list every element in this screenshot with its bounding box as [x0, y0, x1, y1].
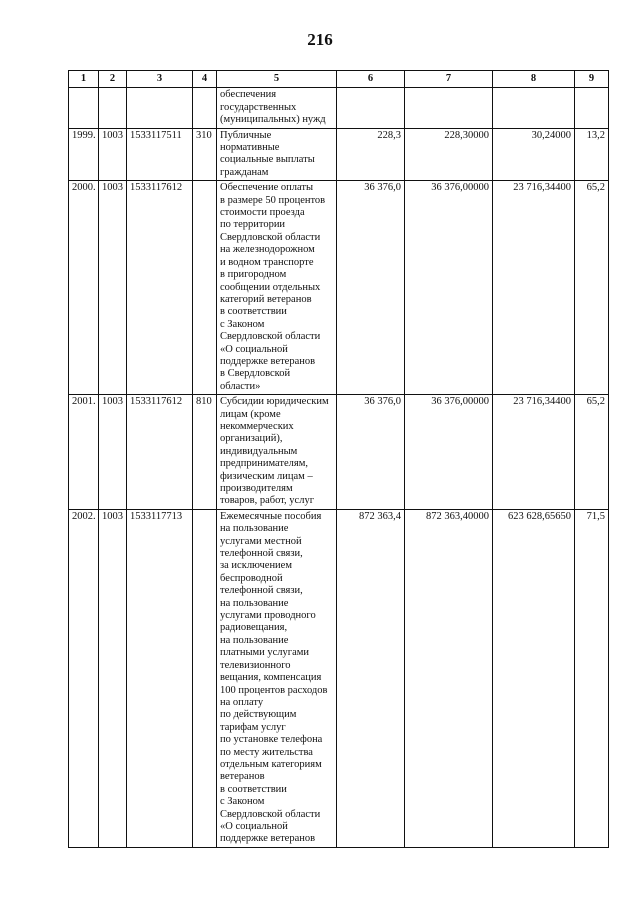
cell-execution-percent: 71,5	[575, 509, 609, 847]
item-name-line: по территории	[220, 219, 286, 231]
cell-row-number: 2001.	[69, 395, 99, 510]
item-name-line: беспроводной	[220, 572, 283, 584]
column-header: 8	[493, 71, 575, 88]
cell-plan-amount: 228,3	[337, 128, 405, 181]
cell-target-code: 1533117511	[127, 128, 193, 181]
item-name-line: отдельным категориям	[220, 758, 322, 770]
cell-row-number: 2000.	[69, 181, 99, 395]
item-name-line: некоммерческих	[220, 420, 294, 432]
column-header: 3	[127, 71, 193, 88]
cell-executed-amount: 23 716,34400	[493, 181, 575, 395]
item-name-line: и водном транспорте	[220, 256, 314, 268]
cell-item-name	[217, 88, 337, 128]
cell-row-number: 1999.	[69, 128, 99, 181]
cell-plan-amount: 36 376,0	[337, 181, 405, 395]
item-name-line: Свердловской области	[220, 231, 321, 243]
item-name-line: платными услугами	[220, 647, 310, 659]
item-name-line: телефонной связи,	[220, 548, 303, 560]
column-header: 7	[405, 71, 493, 88]
table-row	[69, 509, 609, 847]
item-name-line: лицам (кроме	[220, 408, 281, 420]
item-name-line: с Законом	[220, 796, 265, 808]
table-row	[69, 128, 609, 181]
column-header: 1	[69, 71, 99, 88]
item-name-line: с Законом	[220, 318, 265, 330]
item-name-line: на пользование	[220, 523, 289, 535]
item-name-line: Свердловской области	[220, 331, 321, 343]
cell-section-code	[99, 88, 127, 128]
item-name-line: по действующим	[220, 709, 297, 721]
item-name-line: за исключением	[220, 560, 292, 572]
table-header-row	[69, 71, 609, 88]
cell-row-number	[69, 88, 99, 128]
item-name-line: на железнодорожном	[220, 244, 315, 256]
item-name-line: нормативные	[220, 142, 280, 154]
item-name-line: Свердловской области	[220, 808, 321, 820]
cell-expense-kind: 810	[193, 395, 217, 510]
item-name-line: товаров, работ, услуг	[220, 495, 315, 507]
cell-refined-amount: 228,30000	[405, 128, 493, 181]
cell-execution-percent: 13,2	[575, 128, 609, 181]
cell-execution-percent	[575, 88, 609, 128]
item-name-line: Обеспечение оплаты	[220, 182, 313, 194]
cell-section-code: 1003	[99, 395, 127, 510]
item-name-line: в Свердловской	[220, 368, 291, 380]
item-name-line: на оплату	[220, 696, 264, 708]
cell-item-name	[217, 181, 337, 395]
cell-expense-kind	[193, 88, 217, 128]
item-name-line: Субсидии юридическим	[220, 396, 329, 408]
column-header: 6	[337, 71, 405, 88]
item-name-line: гражданам	[220, 166, 269, 178]
item-name-line: в размере 50 процентов	[220, 194, 326, 206]
cell-refined-amount: 872 363,40000	[405, 509, 493, 847]
cell-target-code: 1533117612	[127, 181, 193, 395]
item-name-line: телевизионного	[220, 659, 291, 671]
cell-item-name	[217, 395, 337, 510]
item-name-line: государственных	[220, 101, 297, 113]
cell-target-code	[127, 88, 193, 128]
table-row	[69, 395, 609, 510]
item-name-line: производителям	[220, 483, 293, 494]
item-name-line: Публичные	[220, 129, 272, 141]
budget-table	[68, 70, 609, 848]
cell-row-number: 2002.	[69, 509, 99, 847]
cell-plan-amount: 872 363,4	[337, 509, 405, 847]
item-name-line: области»	[220, 380, 261, 392]
table-row	[69, 181, 609, 395]
item-name-line: тарифам услуг	[220, 721, 286, 733]
item-name-line: обеспечения	[220, 89, 277, 101]
item-name-line: в пригородном	[220, 269, 287, 281]
cell-item-name	[217, 509, 337, 847]
item-name-line: услугами проводного	[220, 610, 316, 622]
cell-plan-amount	[337, 88, 405, 128]
cell-refined-amount: 36 376,00000	[405, 181, 493, 395]
table-body	[69, 88, 609, 847]
cell-executed-amount: 30,24000	[493, 128, 575, 181]
item-name-line: «О социальной	[220, 343, 288, 355]
item-name-line: ветеранов	[220, 771, 265, 783]
cell-execution-percent: 65,2	[575, 181, 609, 395]
cell-plan-amount: 36 376,0	[337, 395, 405, 510]
item-name-line: на пользование	[220, 597, 289, 609]
item-name-line: индивидуальным	[220, 445, 298, 457]
item-name-line: поддержке ветеранов	[220, 355, 316, 367]
cell-target-code: 1533117713	[127, 509, 193, 847]
cell-target-code: 1533117612	[127, 395, 193, 510]
cell-executed-amount: 23 716,34400	[493, 395, 575, 510]
cell-executed-amount	[493, 88, 575, 128]
item-name-line: услугами местной	[220, 535, 302, 547]
item-name-line: (муниципальных) нужд	[220, 114, 326, 126]
item-name-line: физическим лицам –	[220, 470, 313, 482]
page-number: 216	[307, 30, 333, 49]
cell-executed-amount: 623 628,65650	[493, 509, 575, 847]
item-name-line: по установке телефона	[220, 734, 323, 746]
column-header: 4	[193, 71, 217, 88]
item-name-line: поддержке ветеранов	[220, 833, 316, 845]
cell-execution-percent: 65,2	[575, 395, 609, 510]
item-name-line: 100 процентов расходов	[220, 684, 328, 696]
item-name-line: в соответствии	[220, 783, 287, 795]
item-name-line: на пользование	[220, 634, 289, 646]
item-name-line: телефонной связи,	[220, 585, 303, 597]
column-header: 2	[99, 71, 127, 88]
item-name-line: социальные выплаты	[220, 154, 315, 166]
item-name-line: стоимости проезда	[220, 207, 305, 219]
cell-section-code: 1003	[99, 181, 127, 395]
cell-section-code: 1003	[99, 509, 127, 847]
item-name-line: вещания, компенсация	[220, 672, 322, 684]
item-name-line: Ежемесячные пособия	[220, 510, 322, 522]
cell-refined-amount	[405, 88, 493, 128]
item-name-line: организаций),	[220, 433, 283, 445]
table-row	[69, 88, 609, 128]
cell-expense-kind	[193, 181, 217, 395]
item-name-line: по месту жительства	[220, 746, 313, 758]
item-name-line: категорий ветеранов	[220, 293, 312, 305]
cell-expense-kind	[193, 509, 217, 847]
column-header: 9	[575, 71, 609, 88]
column-header: 5	[217, 71, 337, 88]
item-name-line: сообщении отдельных	[220, 281, 321, 293]
cell-section-code: 1003	[99, 128, 127, 181]
item-name-line: предпринимателям,	[220, 458, 309, 470]
item-name-line: «О социальной	[220, 820, 288, 832]
cell-expense-kind: 310	[193, 128, 217, 181]
cell-item-name	[217, 128, 337, 181]
item-name-line: радиовещания,	[220, 622, 288, 634]
item-name-line: в соответствии	[220, 306, 287, 318]
cell-refined-amount: 36 376,00000	[405, 395, 493, 510]
